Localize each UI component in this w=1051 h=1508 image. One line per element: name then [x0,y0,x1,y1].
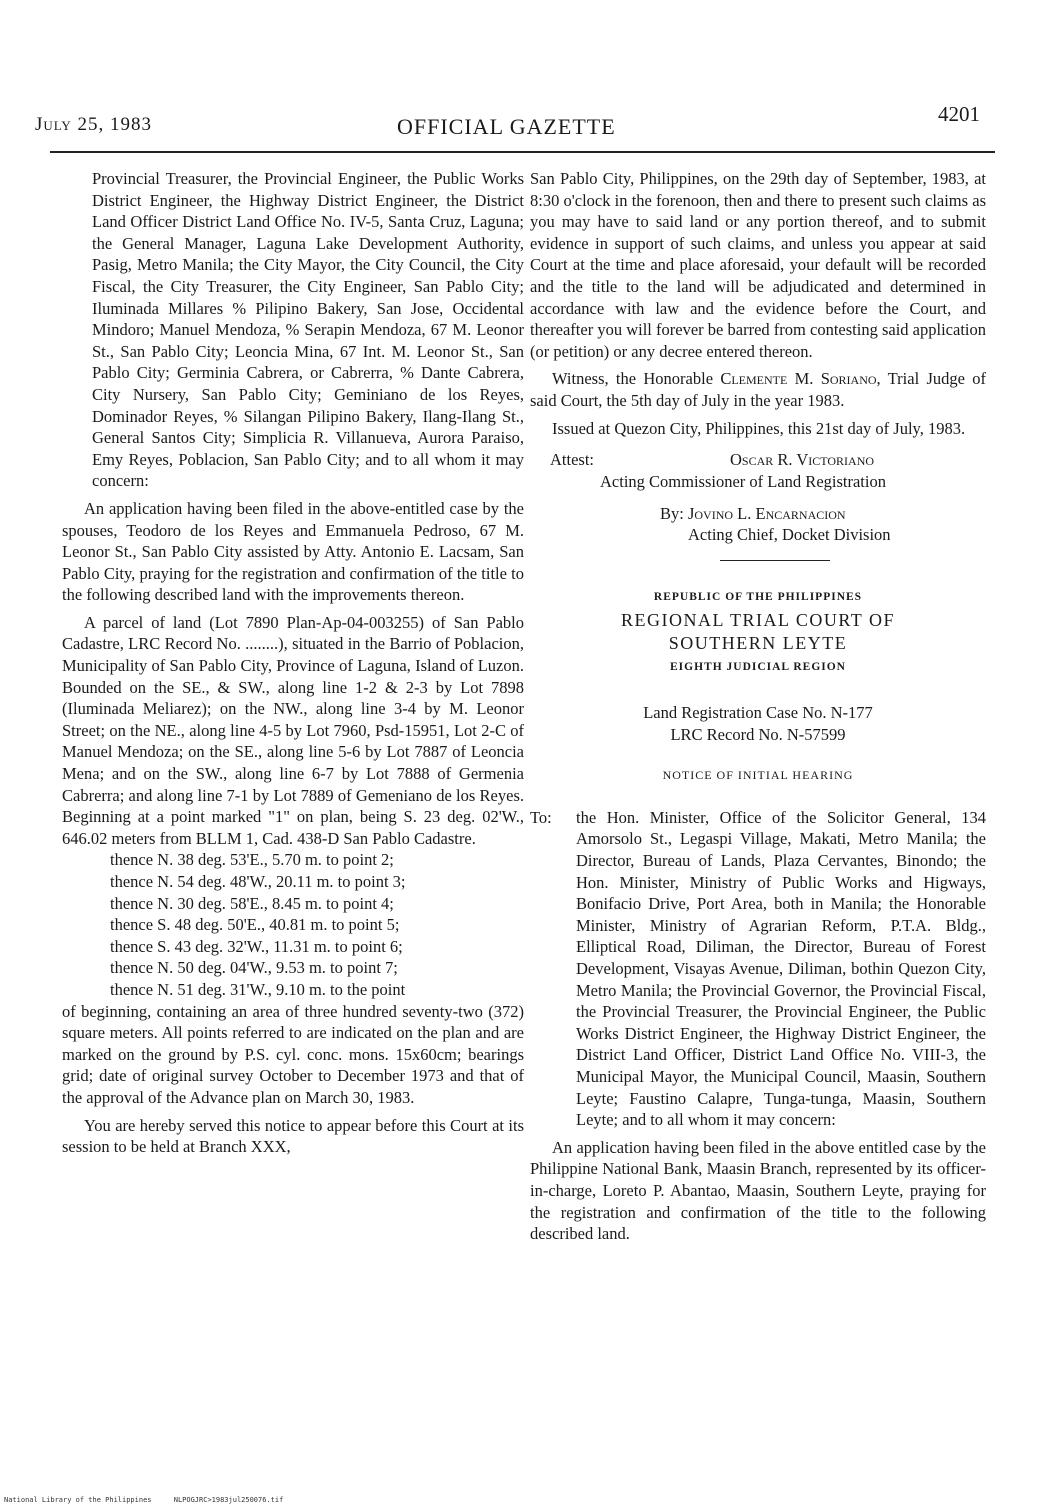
lrc-record-number: LRC Record No. N-57599 [670,724,846,744]
bearing-line: thence N. 38 deg. 53'E., 5.70 m. to point 2; [110,850,394,870]
page-number: 4201 [938,102,980,126]
to-label: To: [530,807,552,827]
page-header [35,100,980,140]
section-divider [720,560,830,561]
attest-title: Acting Commissioner of Land Registration [600,472,886,492]
bearing-line: thence N. 30 deg. 58'E., 8.45 m. to point 4; [110,893,394,913]
bearing-line: thence S. 48 deg. 50'E., 40.81 m. to point 5; [110,915,400,935]
bearing-line: thence N. 50 deg. 04'W., 9.53 m. to point 7; [110,958,398,978]
notice-title: NOTICE OF INITIAL HEARING [662,768,854,783]
court-heading-line1: REGIONAL TRIAL COURT OF [621,609,895,630]
publication-title: OFFICIAL GAZETTE [397,114,616,139]
by-name: Jovino L. Encarnacion [687,503,846,523]
attest-name: Oscar R. Victoriano [730,450,875,470]
bearings-list [62,849,524,1000]
by-label: By: [660,503,688,523]
addressees-continued: Provincial Treasurer, the Provincial Engineer, the Public Works District Engineer, the Highway District Engineer, the District Land Officer District Land Office No. IV-5, Santa Cruz, Laguna; the General Manager, Laguna Lake Development Authority, Pasig, Metro Manila; the City Mayor, the City Council, the City Fiscal, the City Treasurer, the City Engineer, San Pablo City; Iluminada Millares % Pilipino Bakery, San Jose, Occidental Mindoro; Manuel Mendoza, % Serapin Mendoza, 67 M. Leonor St., San Pablo City; Leoncia Mina, 67 Int. M. Leonor St., San Pablo City; Germinia Cabrera, or Cabrerra, % Dante Cabrera, City Nursery, San Pablo City; Geminiano de los Reyes, Dominador Reyes, % Silangan Pilipino Bakery, Ilang-Ilang St., General Santos City; Simplicia R. Villanueva, Aurora Paraiso, Emy Reyes, Poblacion, San Pablo City; and to all whom it may concern: [92,169,524,491]
scan-footer [4,1496,301,1504]
by-title: Acting Chief, Docket Division [688,525,891,545]
addressees-text: the Hon. Minister, Office of the Solicitor General, 134 Amorsolo St., Legaspi Village, Makati, Metro Manila; the Director, Bureau of Lands, Plaza Cervantes, Binondo; the Hon. Minister, Ministry of Public Works and Higways, Bonifacio Drive, Port Area, both in Manila; the Honorable Minister, Ministry of Agrarian Reform, P.T.A. Bldg., Elliptical Road, Diliman, the Director, Bureau of Forest Development, Visayas Avenue, Diliman, bothin Quezon City, Metro Manila; the Provincial Governor, the Provincial Fiscal, the Provincial Treasurer, the Provincial Engineer, the Public Works District Engineer, the Highway District Engineer, the District Land Officer, District Land Office No. VIII-3, the Municipal Mayor, the Municipal Council, Maasin, Southern Leyte; Faustino Calapre, Tunga-tunga, Maasin, Southern Leyte; and to all whom it may concern: [576,807,986,1130]
application-paragraph-2: An application having been filed in the above entitled case by the Philippine National Bank, Maasin Branch, represented by its officer-in-charge, Loreto P. Abantao, Maasin, Southern Leyte, praying for the registration and confirmation of the title to the following described land. [530,1137,986,1244]
served-paragraph: You are hereby served this notice to appear before this Court at its session to be held at Branch XXX, [62,1115,524,1157]
case-number: Land Registration Case No. N-177 [643,703,873,723]
witness-paragraph [530,368,986,411]
attest-label: Attest: [550,450,594,470]
bearing-line: thence N. 51 deg. 31'W., 9.10 m. to the point [110,979,406,999]
attestation [530,449,986,546]
library-credit: National Library of the Philippines [4,1496,152,1504]
beginning-paragraph: of beginning, containing an area of three hundred seventy-two (372) square meters. All points referred to are indicated on the plan and are marked on the ground by P.S. cyl. conc. mons. 15x60cm; bearings grid; date of original survey October to December 1973 and that of the approval of the Advance plan on March 30, 1983. [62,1001,524,1107]
header-rule [50,151,995,153]
by-line [530,503,986,525]
application-paragraph: An application having been filed in the above-entitled case by the spouses, Teodoro de los Reyes and Emmanuela Pedroso, 67 M. Leonor St., San Pablo City assisted by Atty. Antonio E. Lacsam, San Pablo City, praying for the registration and confirmation of the title to the following described land with the improvements thereon. [62,498,524,605]
left-column [62,168,524,1158]
scan-filename: NLPOGJRC>1983jul250076.tif [173,1496,284,1504]
addressees-block [530,807,986,1131]
issue-date: July 25, 1983 [35,114,153,135]
region-heading: EIGHTH JUDICIAL REGION [669,660,846,673]
issued-paragraph: Issued at Quezon City, Philippines, this 21st day of July, 1983. [552,418,966,438]
witness-post: , Trial Judge of said Court, the 5th day of July in the year 1983. [530,369,986,410]
bearing-line: thence S. 43 deg. 32'W., 11.31 m. to point 6; [110,936,403,956]
parcel-description: A parcel of land (Lot 7890 Plan-Ap-04-003255) of San Pablo Cadastre, LRC Record No. ........), situated in the Barrio of Poblacion, Municipality of San Pablo City, Province of Laguna, Island of Luzon. Bounded on the SE., & SW., along line 1-2 & 2-3 by Lot 7898 (Iluminada Meliarez); on the NW., along line 3-4 by M. Leonor Street; on the NE., along line 4-5 by Lot 7960, Psd-15951, Lot 2-C of Manuel Mendoza; on the SE., along line 5-6 by Lot 7887 of Leoncia Mena; and on the SW., along line 6-7 by Lot 7888 of Germenia Cabrerra; and along line 7-1 by Lot 7889 of Gemeniano de los Reyes. Beginning at a point marked "1" on plan, being S. 23 deg. 02'W., 646.02 meters from BLLM 1, Cad. 438-D San Pablo Cadastre. [62,612,524,848]
session-continued: San Pablo City, Philippines, on the 29th day of September, 1983, at 8:30 o'clock in the forenoon, then and there to present such claims as you may have to said land or any portion thereof, and to submit evidence in support of such claims, and unless you appear at said Court at the time and place aforesaid, your default will be recorded and the title to the land will be adjudicated and determined in accordance with law and the evidence before the Court, and thereafter you will forever be barred from contesting said application (or petition) or any decree entered thereon. [530,169,986,361]
republic-heading: REPUBLIC OF THE PHILIPPINES [653,590,863,603]
court-heading-line2: SOUTHERN LEYTE [668,632,848,653]
bearing-line: thence N. 54 deg. 48'W., 20.11 m. to point 3; [110,872,406,891]
witness-pre: Witness, the Honorable [552,369,721,389]
judge-name: Clemente M. Soriano [720,369,877,389]
right-column [530,168,986,1245]
